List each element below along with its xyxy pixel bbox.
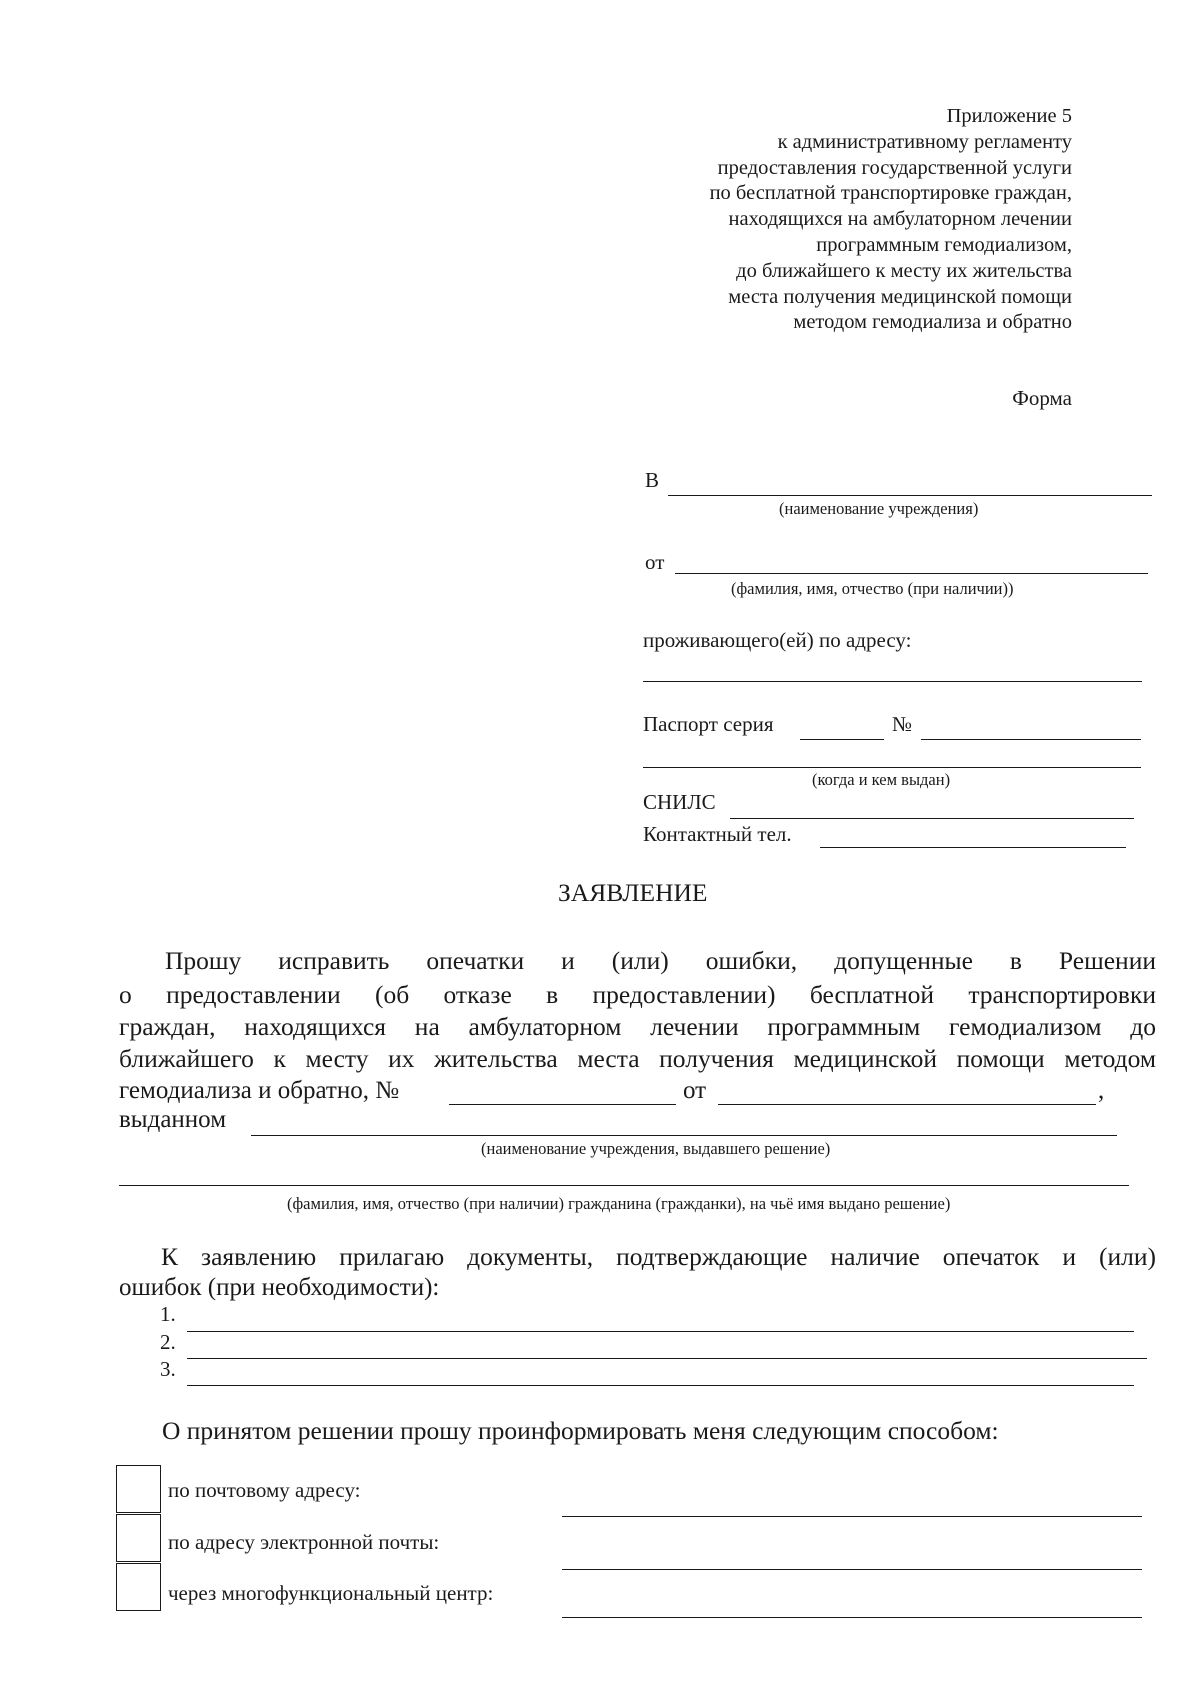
attach-item-field[interactable] [187,1331,1134,1332]
form-label: Форма [1012,386,1072,410]
attach-item-field[interactable] [187,1385,1134,1386]
annex-block [710,104,1072,336]
body-line: Прошу исправить опечатки и (или) ошибки, допущенные в Решении [165,946,1156,975]
passport-number-label: № [892,712,913,736]
postal-option-label: по почтовому адресу: [168,1478,361,1502]
phone-field[interactable] [820,847,1126,848]
postal-option-field[interactable] [562,1516,1142,1517]
postal-option-checkbox[interactable] [116,1465,161,1513]
passport-issued-field[interactable] [643,767,1141,768]
annex-line: Приложение 5 [946,105,1072,127]
mfc-option-label: через многофункциональный центр: [168,1581,494,1605]
annex-line: по бесплатной транспортировке граждан, [709,182,1072,205]
annex-line: методом гемодиализа и обратно [793,311,1072,334]
annex-line: предоставления государственной услуги [717,156,1072,179]
annex-line: места получения медицинской помощи [728,285,1072,308]
phone-label: Контактный тел. [643,822,792,846]
annex-line: находящихся на амбулаторном лечении [728,208,1072,231]
body-line-prefix: гемодиализа и обратно, № [119,1077,400,1104]
passport-series-field[interactable] [800,739,884,740]
attach-item-number: 1. [160,1302,176,1326]
snils-label: СНИЛС [643,790,716,814]
document-title: ЗАЯВЛЕНИЕ [558,878,708,907]
snils-field[interactable] [730,818,1134,819]
address-field[interactable] [643,681,1142,682]
email-option-field[interactable] [562,1569,1142,1570]
mfc-option-field[interactable] [562,1617,1142,1618]
body-line: о предоставлении (об отказе в предоставлении) бесплатной транспортировки [119,980,1156,1009]
decision-date-field[interactable] [718,1104,1096,1105]
annex-line: до ближайшего к месту их жительства [736,259,1072,282]
passport-number-field[interactable] [921,739,1141,740]
to-caption: (наименование учреждения) [779,499,979,518]
citizen-caption: (фамилия, имя, отчество (при наличии) гражданина (гражданки), на чьё имя выдано решение) [287,1194,951,1213]
issued-caption: (наименование учреждения, выдавшего решение) [481,1139,831,1158]
body-line: граждан, находящихся на амбулаторном лечении программным гемодиализом до [119,1012,1156,1041]
body-line: ближайшего к месту их жительства места получения медицинской помощи методом [119,1044,1156,1073]
passport-caption: (когда и кем выдан) [812,770,951,789]
email-option-label: по адресу электронной почты: [168,1530,440,1554]
from-name-field[interactable] [675,573,1148,574]
passport-label: Паспорт серия [643,712,774,736]
issued-label: выданном [119,1106,227,1133]
from-caption: (фамилия, имя, отчество (при наличии)) [731,579,1014,598]
address-label: проживающего(ей) по адресу: [643,628,912,652]
attach-item-number: 3. [160,1357,176,1381]
annex-line: к административному регламенту [777,130,1072,153]
attach-item-field[interactable] [187,1358,1147,1359]
comma: , [1098,1077,1105,1104]
email-option-checkbox[interactable] [116,1514,161,1562]
to-institution-field[interactable] [668,495,1152,496]
issuing-institution-field[interactable] [251,1135,1117,1136]
decision-number-field[interactable] [449,1104,676,1105]
inform-text: О принятом решении прошу проинформировать меня следующим способом: [162,1416,999,1445]
annex-line: программным гемодиализом, [816,233,1072,256]
attach-line: ошибок (при необходимости): [119,1274,440,1301]
attach-item-number: 2. [160,1330,176,1354]
mfc-option-checkbox[interactable] [116,1563,161,1611]
attach-line: К заявлению прилагаю документы, подтверждающие наличие опечаток и (или) [161,1242,1156,1271]
to-label: В [645,468,660,492]
from-label: от [645,550,665,574]
citizen-name-field[interactable] [119,1185,1129,1186]
decision-date-label: от [683,1077,707,1104]
